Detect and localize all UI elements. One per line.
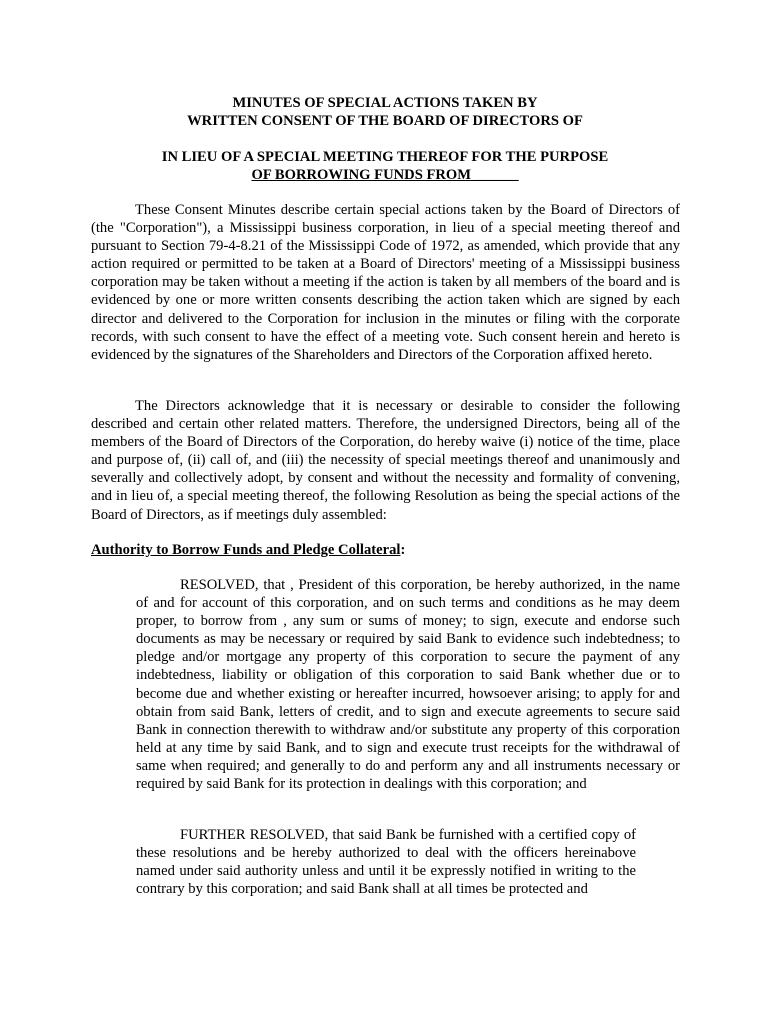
subtitle-line-2: OF BORROWING FUNDS FROM ______ bbox=[251, 167, 519, 183]
resolution-paragraph: RESOLVED, that , President of this corporation, be hereby authorized, in the name of and for account of this corporation, and on such terms and conditions as he may deem proper, to borrow from , any sum or sums of money; to sign, execute and endorse such documents as may be necessary or required by said Bank to evidence such indebtedness; to pledge and/or mortgage any property of this corporation to secure the payment of any indebtedness, liability or obligation of this corporation to said Bank whether due or to become due and whether existing or hereafter incurred, howsoever arising; to apply for and obtain from said Bank, letters of credit, and to sign and execute agreements to secure said Bank in connection therewith to withdraw and/or substitute any property of this corporation held at any time by said Bank, and to sign and execute trust receipts for the withdrawal of same when required; and generally to do and perform any and all instruments necessary or required by said Bank for its protection in dealings with this corporation; and bbox=[136, 577, 680, 793]
subtitle-line-1: IN LIEU OF A SPECIAL MEETING THEREOF FOR THE PURPOSE bbox=[161, 149, 609, 165]
document-title bbox=[0, 94, 770, 130]
title-line-1: MINUTES OF SPECIAL ACTIONS TAKEN BY bbox=[232, 95, 538, 111]
consent-paragraph: These Consent Minutes describe certain special actions taken by the Board of Directors of (the "Corporation"), a Mississippi business corporation, in lieu of a special meeting thereof and pursuant to Section 79-4-8.21 of the Mississippi Code of 1972, as amended, which provide that any action required or permitted to be taken at a Board of Directors' meeting of a Mississippi business corporation may be taken without a meeting if the action is taken by all members of the board and is evidenced by one or more written consents describing the action taken which are signed by each director and delivered to the Corporation for inclusion in the minutes or filing with the corporate records, with such consent to have the effect of a meeting vote. Such consent herein and hereto is evidenced by the signatures of the Shareholders and Directors of the Corporation affixed hereto. bbox=[91, 202, 680, 363]
acknowledgement-paragraph: The Directors acknowledge that it is necessary or desirable to consider the following described and certain other related matters. Therefore, the undersigned Directors, being all of the members of the Board of Directors of the Corporation, do hereby waive (i) notice of the time, place and purpose of, (ii) call of, and (iii) the necessity of special meetings thereof and unanimously and severally and collectively adopt, by consent and without the necessity and formality of convening, and in lieu of, a special meeting thereof, the following Resolution as being the special actions of the Board of Directors, as if meetings duly assembled: bbox=[91, 398, 680, 523]
section-heading bbox=[91, 541, 405, 559]
section-heading-colon: : bbox=[400, 542, 406, 558]
document-subtitle bbox=[0, 148, 770, 184]
section-heading-text: Authority to Borrow Funds and Pledge Collateral bbox=[91, 542, 401, 558]
title-line-2: WRITTEN CONSENT OF THE BOARD OF DIRECTORS OF bbox=[187, 113, 583, 129]
further-resolution-paragraph: FURTHER RESOLVED, that said Bank be furnished with a certified copy of these resolutions and be hereby authorized to deal with the officers hereinabove named under said authority unless and until it be expressly notified in writing to the contrary by this corporation; and said Bank shall at all times be protected and bbox=[136, 827, 636, 898]
